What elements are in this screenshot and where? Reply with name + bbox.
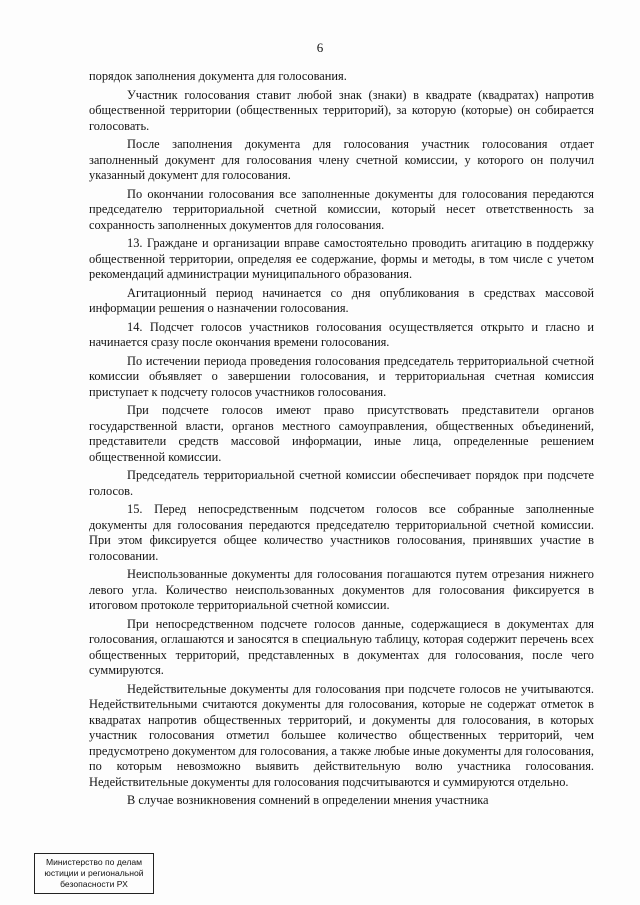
stamp-line: Министерство по делам	[45, 857, 143, 867]
paragraph: После заполнения документа для голосования участник голосования отдает заполненный документ для голосования члену счетной комиссии, у которого он получил указанный документ для голосования.	[89, 137, 594, 182]
document-text	[89, 69, 594, 812]
paragraph-continuation: порядок заполнения документа для голосования.	[89, 69, 347, 83]
page-number: 6	[316, 40, 324, 55]
paragraph: Агитационный период начинается со дня опубликования в средствах массовой информации решения о назначении голосования.	[89, 285, 594, 315]
paragraph: При непосредственном подсчете голосов данные, содержащиеся в документах для голосования, оглашаются и заносятся в специальную таблицу, которая содержит перечень всех общественных территорий, представленных в документах для голосования, после чего суммируются.	[89, 616, 594, 677]
paragraph: Недействительные документы для голосования при подсчете голосов не учитываются. Недействительными считаются документы для голосования, которые не содержат отметок в квадратах напротив общественных территорий, и документы для голосования, в которых участник голосования отметил большее количество общественных территорий, чем предусмотрено документом для голосования, а также любые иные документы для голосования, по которым невозможно выявить действительную волю участника голосования. Недействительные документы для голосования подсчитываются и суммируются отдельно.	[89, 681, 594, 789]
paragraph: По окончании голосования все заполненные документы для голосования передаются председателю территориальной счетной комиссии, который несет ответственность за сохранность заполненных документов для голосования.	[89, 186, 594, 232]
ministry-stamp	[34, 853, 154, 894]
paragraph-item-13: 13. Граждане и организации вправе самостоятельно проводить агитацию в поддержку общественной территории, определяя ее содержание, формы и методы, в том числе с учетом рекомендаций администрации муниципального образования.	[89, 236, 594, 281]
paragraph: По истечении периода проведения голосования председатель территориальной счетной комиссии объявляет о завершении голосования, и территориальная счетная комиссия приступает к подсчету голосов участников голосования.	[89, 353, 594, 399]
paragraph-item-15: 15. Перед непосредственным подсчетом голосов все собранные заполненные документы для голосования передаются председателю территориальной счетной комиссии. При этом фиксируется общее количество участников голосования, принявших участие в голосовании.	[89, 502, 594, 563]
paragraph: Неиспользованные документы для голосования погашаются путем отрезания нижнего левого угла. Количество неиспользованных документов для голосования фиксируется в итоговом протоколе территориальной счетной комиссии.	[89, 567, 594, 612]
paragraph: Участник голосования ставит любой знак (знаки) в квадрате (квадратах) напротив общественной территории (общественных территорий), за которую (которые) он собирается голосовать.	[89, 87, 594, 133]
paragraph: В случае возникновения сомнений в определении мнения участника	[127, 793, 489, 807]
paragraph: При подсчете голосов имеют право присутствовать представители органов государственной власти, органов местного самоуправления, общественных объединений, представители средств массовой информации, иные лица, определенные решением общественной комиссии.	[89, 403, 594, 464]
stamp-line: безопасности РХ	[60, 879, 128, 889]
stamp-line: юстиции и региональной	[44, 868, 144, 878]
paragraph: Председатель территориальной счетной комиссии обеспечивает порядок при подсчете голосов.	[89, 468, 594, 498]
paragraph-item-14: 14. Подсчет голосов участников голосования осуществляется открыто и гласно и начинается сразу после окончания времени голосования.	[89, 319, 594, 349]
